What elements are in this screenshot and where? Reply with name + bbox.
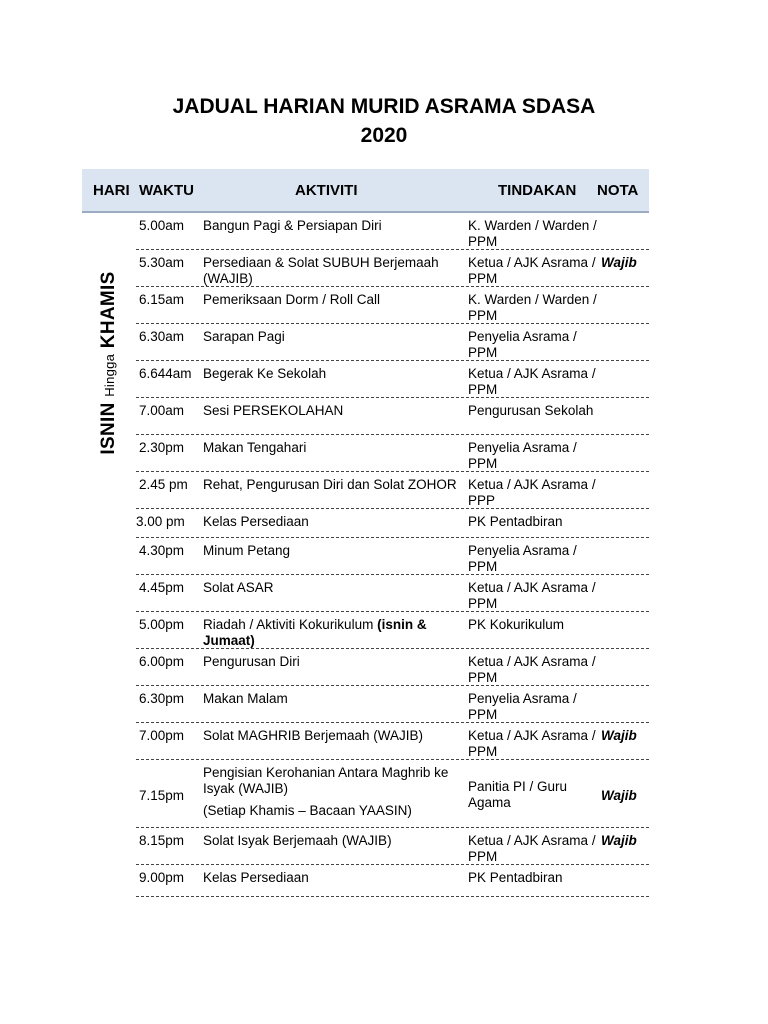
row-time: 9.00pm (139, 870, 185, 885)
row-time: 5.00pm (139, 617, 185, 632)
row-activity-text: Kelas Persediaan (203, 514, 309, 529)
row-activity-text: Bangun Pagi & Persiapan Diri (203, 218, 382, 233)
row-activity-text: Begerak Ke Sekolah (203, 366, 327, 381)
row-nota: Wajib (601, 788, 637, 803)
schedule-row (136, 250, 649, 287)
row-activity-text: Persediaan & Solat SUBUH Berjemaah (WAJIB) (203, 255, 439, 286)
schedule-row (136, 612, 649, 649)
row-tindakan: Penyelia Asrama / PPM (468, 543, 577, 574)
day-end: KHAMIS (98, 271, 119, 349)
row-activity (203, 255, 465, 287)
row-activity (203, 440, 465, 456)
schedule-row (136, 435, 649, 472)
row-tindakan: Ketua / AJK Asrama / PPP (468, 477, 596, 508)
title-line-2: 2020 (360, 124, 408, 147)
row-tindakan: Ketua / AJK Asrama / PPM (468, 366, 596, 397)
header-tindakan: TINDAKAN (498, 182, 577, 199)
row-time: 3.00 pm (136, 514, 185, 529)
row-activity-text: Kelas Persediaan (203, 870, 309, 885)
row-tindakan: PK Kokurikulum (468, 617, 565, 632)
schedule-row (136, 649, 649, 686)
schedule-row (136, 575, 649, 612)
row-time: 5.00am (139, 218, 185, 233)
row-time: 4.45pm (139, 580, 185, 595)
schedule-row (136, 213, 649, 250)
row-nota: Wajib (601, 728, 637, 743)
row-time: 6.644am (139, 366, 192, 381)
header-nota: NOTA (597, 182, 639, 199)
row-activity (203, 728, 465, 744)
schedule-row (136, 287, 649, 324)
row-tindakan: Penyelia Asrama / PPM (468, 440, 577, 471)
day-start: ISNIN (98, 402, 119, 455)
schedule-row (136, 760, 649, 828)
row-activity (203, 617, 465, 649)
row-tindakan: K. Warden / Warden / PPM (468, 218, 597, 249)
row-activity (203, 366, 465, 382)
row-time: 4.30pm (139, 543, 185, 558)
row-time: 2.45 pm (139, 477, 188, 492)
title-line-1: JADUAL HARIAN MURID ASRAMA SDASA (172, 95, 596, 118)
row-time: 6.15am (139, 292, 185, 307)
row-time: 6.00pm (139, 654, 185, 669)
row-time: 7.15pm (139, 788, 185, 803)
row-activity (203, 218, 465, 234)
row-activity-text: Pengurusan Diri (203, 654, 300, 669)
schedule-row (136, 398, 649, 435)
schedule-row (136, 538, 649, 575)
row-activity-text: Minum Petang (203, 543, 291, 558)
row-nota: Wajib (601, 833, 637, 848)
day-range-column (82, 213, 136, 513)
row-tindakan: Penyelia Asrama / PPM (468, 691, 577, 722)
row-activity-text: Pemeriksaan Dorm / Roll Call (203, 292, 381, 307)
schedule-row (136, 472, 649, 509)
row-activity-text: Riadah / Aktiviti Kokurikulum (203, 617, 374, 632)
row-activity (203, 543, 465, 559)
row-time: 5.30am (139, 255, 185, 270)
row-activity (203, 580, 465, 596)
schedule-row (136, 686, 649, 723)
row-time: 7.00pm (139, 728, 185, 743)
row-activity (203, 292, 465, 308)
row-tindakan: Penyelia Asrama / PPM (468, 329, 577, 360)
row-activity (203, 654, 465, 670)
row-tindakan: Ketua / AJK Asrama / PPM (468, 654, 596, 685)
row-time: 6.30am (139, 329, 185, 344)
row-tindakan: K. Warden / Warden / PPM (468, 292, 597, 323)
row-time: 8.15pm (139, 833, 185, 848)
row-activity-text: Solat ASAR (203, 580, 274, 595)
header-waktu: WAKTU (139, 182, 194, 199)
row-activity (203, 477, 465, 493)
row-activity-text: Rehat, Pengurusan Diri dan Solat ZOHOR (203, 477, 457, 492)
schedule-row (136, 723, 649, 760)
schedule-row (136, 509, 649, 538)
day-range-connector: Hingga (102, 353, 117, 397)
row-tindakan: Ketua / AJK Asrama / PPM (468, 728, 596, 759)
row-tindakan: Pengurusan Sekolah (468, 403, 594, 418)
row-activity-text: Sarapan Pagi (203, 329, 285, 344)
row-activity-text: Makan Malam (203, 691, 288, 706)
row-activity (203, 765, 465, 819)
document-title (0, 92, 768, 150)
row-tindakan: Panitia PI / Guru Agama (468, 779, 568, 810)
row-tindakan: PK Pentadbiran (468, 514, 563, 529)
row-activity-text: Pengisian Kerohanian Antara Maghrib ke Isyak (WAJIB) (203, 765, 449, 796)
schedule-row (136, 865, 649, 897)
row-activity-text: Makan Tengahari (203, 440, 307, 455)
row-activity-text: Solat Isyak Berjemaah (WAJIB) (203, 833, 392, 848)
row-activity-text: Sesi PERSEKOLAHAN (203, 403, 344, 418)
row-activity-text: Solat MAGHRIB Berjemaah (WAJIB) (203, 728, 424, 743)
day-range-label (98, 271, 120, 454)
schedule-table (136, 213, 649, 897)
row-time: 7.00am (139, 403, 185, 418)
row-activity-bold: (isnin & Jumaat) (203, 617, 427, 648)
row-activity (203, 833, 465, 849)
row-time: 2.30pm (139, 440, 185, 455)
row-tindakan: Ketua / AJK Asrama / PPM (468, 580, 596, 611)
row-tindakan: Ketua / AJK Asrama / PPM (468, 255, 596, 286)
row-nota: Wajib (601, 255, 637, 270)
row-tindakan: Ketua / AJK Asrama / PPM (468, 833, 596, 864)
row-activity (203, 403, 465, 419)
row-activity (203, 329, 465, 345)
table-header (82, 169, 649, 213)
header-hari: HARI (93, 182, 130, 199)
row-time: 6.30pm (139, 691, 185, 706)
row-tindakan: PK Pentadbiran (468, 870, 563, 885)
schedule-row (136, 361, 649, 398)
schedule-row (136, 828, 649, 865)
row-activity (203, 870, 465, 886)
schedule-row (136, 324, 649, 361)
row-activity (203, 691, 465, 707)
row-activity (203, 514, 465, 530)
header-aktiviti: AKTIVITI (295, 182, 358, 199)
row-activity-extra: (Setiap Khamis – Bacaan YAASIN) (203, 803, 412, 818)
